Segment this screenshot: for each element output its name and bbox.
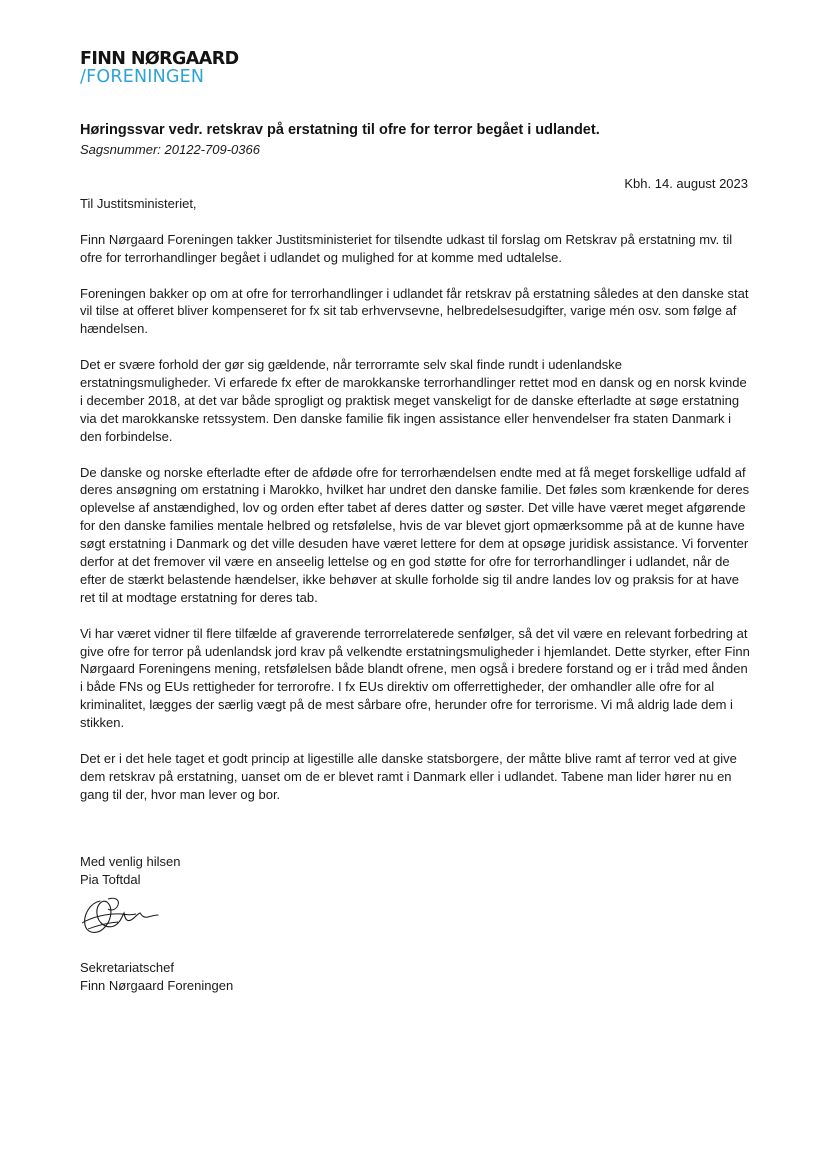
signer-name: Pia Toftdal xyxy=(80,871,141,887)
paragraph-3: Det er svære forhold der gør sig gældende, når terrorramte selv skal finde rundt i udenlandske erstatningsmuligheder. Vi erfarede fx efter de marokkanske terrorhandlinger rettet mod en dansk og en norsk kvinde i december 2018, at det var både sprogligt og praktisk meget vanskeligt for de danske efterladte at søge erstatning via det marokkanske retssystem. Den danske familie fik ingen assistance eller henvendelser fra staten Danmark i den forbindelse. xyxy=(80,357,747,444)
signature-image xyxy=(78,893,160,939)
paragraph-5: Vi har været vidner til flere tilfælde af graverende terrorrelaterede senfølger, så det vil være en relevant forbedring at give ofre for terror på udenlandsk jord krav på velkendte erstatningsmuligheder i hjemlandet. Dette styrker, efter Finn Nørgaard Foreningens mening, retsfølelsen både blandt ofrene, men også i bredere forstand og er i tråd med ånden i både FNs og EUs rettigheder for terrorofre. I fx EUs direktiv om offerrettigheder, der omhandler alle ofre for al kriminalitet, lægges der særlig vægt på de mest sårbare ofre, herunder ofre for terrorisme. Vi må aldrig lade dem i stikken. xyxy=(80,625,750,731)
closing-greeting: Med venlig hilsen xyxy=(80,854,181,869)
organization-logo xyxy=(80,50,239,86)
paragraph-1: Finn Nørgaard Foreningen takker Justitsministeriet for tilsendte udkast til forslag om Retskrav på erstatning mv. til ofre for terrorhandlinger begået i udlandet og mulighed for at komme med udtalelse. xyxy=(80,231,733,265)
letter-body xyxy=(80,195,752,822)
document-heading xyxy=(80,121,760,159)
signer-position: Sekretariatschef xyxy=(80,960,174,975)
letter-date: Kbh. 14. august 2023 xyxy=(624,176,748,191)
paragraph-6: Det er i det hele taget et godt princip at ligestille alle danske statsborgere, der måtte blive ramt af terror ved at give dem retskrav på erstatning, uanset om de er blevet ramt i Danmark eller i udlandet. Tabene man lider hører nu en gang til der, hvor man lever og bor. xyxy=(80,751,737,802)
signatory-block xyxy=(80,959,233,995)
salutation: Til Justitsministeriet, xyxy=(80,196,197,211)
handwritten-signature xyxy=(78,893,160,944)
paragraph-4: De danske og norske efterladte efter de afdøde ofre for terrorhændelsen endte med at få meget forskellige udfald af deres ansøgning om erstatning i Marokko, hvilket har undret den danske familie. Det føles som krænkende for deres oplevelse af anstændighed, lov og orden efter tabet af deres datter og søster. Det ville have været meget afgørende for den danske families mentale helbred og retsfølelse, hvis de var blevet gjort opmærksomme på at de kunne have søgt erstatning i Danmark og det ville desuden have været lettere for dem at opsøge juridisk assistance. Vi forventer derfor at det fremover vil være en anseelig lettelse og en god støtte for ofre for terrorhandlinger i udlandet, når de efter de stærkt belastende hændelser, ikke behøver at skulle forholde sig til andre landes lov og praksis for at have ret til at modtage erstatning for deres tab. xyxy=(80,464,750,605)
logo-line-1: FINN NØRGAARD xyxy=(80,49,239,69)
case-number: Sagsnummer: 20122-709-0366 xyxy=(80,142,260,157)
paragraph-2: Foreningen bakker op om at ofre for terrorhandlinger i udlandet får retskrav på erstatning således at den danske stat vil tilse at offeret bliver kompenseret for fx sit tab erhvervsevne, helbredelsesudgifter, varige mén osv. som følge af hændelsen. xyxy=(80,285,749,337)
document-title: Høringssvar vedr. retskrav på erstatning til ofre for terror begået i udlandet. xyxy=(80,122,600,138)
logo-line-2: /FORENINGEN xyxy=(80,67,205,87)
closing xyxy=(80,853,180,889)
signer-organization: Finn Nørgaard Foreningen xyxy=(80,977,234,993)
